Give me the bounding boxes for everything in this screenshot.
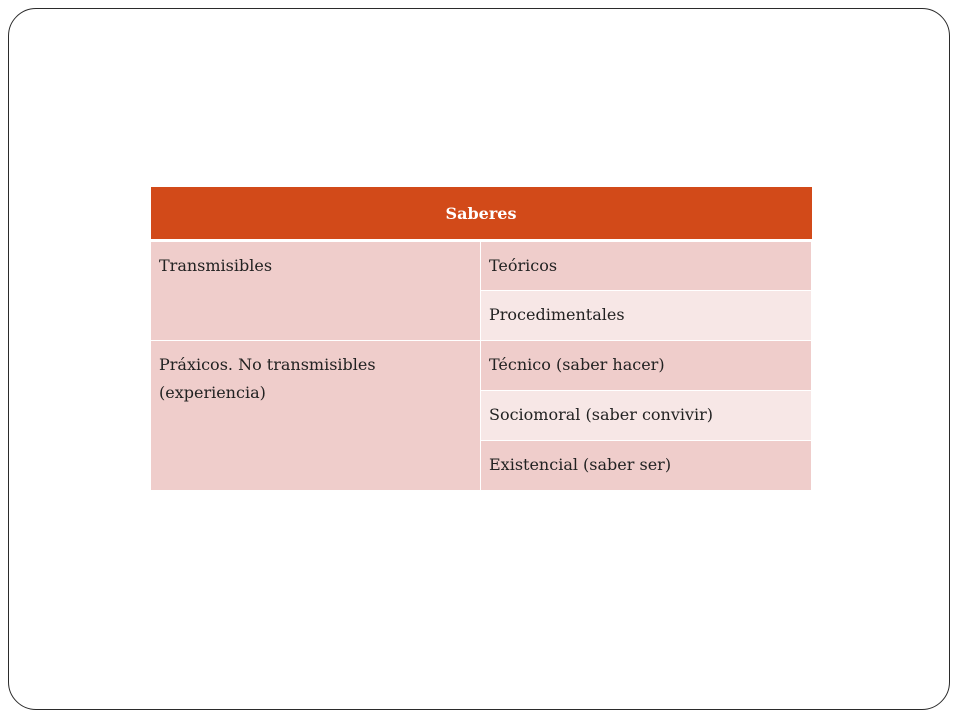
table-cell: Existencial (saber ser)	[481, 441, 812, 491]
table-row	[151, 341, 812, 391]
saberes-table	[150, 187, 812, 491]
group-label-transmisibles: Transmisibles	[151, 241, 481, 341]
table-header-cell: Saberes	[151, 187, 812, 241]
table-cell: Procedimentales	[481, 291, 812, 341]
table-cell: Teóricos	[481, 241, 812, 291]
group-label-praxicos: Práxicos. No transmisibles (experiencia)	[151, 341, 481, 491]
table-row	[151, 241, 812, 291]
table-header-row	[151, 187, 812, 241]
table-cell: Sociomoral (saber convivir)	[481, 391, 812, 441]
table-cell: Técnico (saber hacer)	[481, 341, 812, 391]
